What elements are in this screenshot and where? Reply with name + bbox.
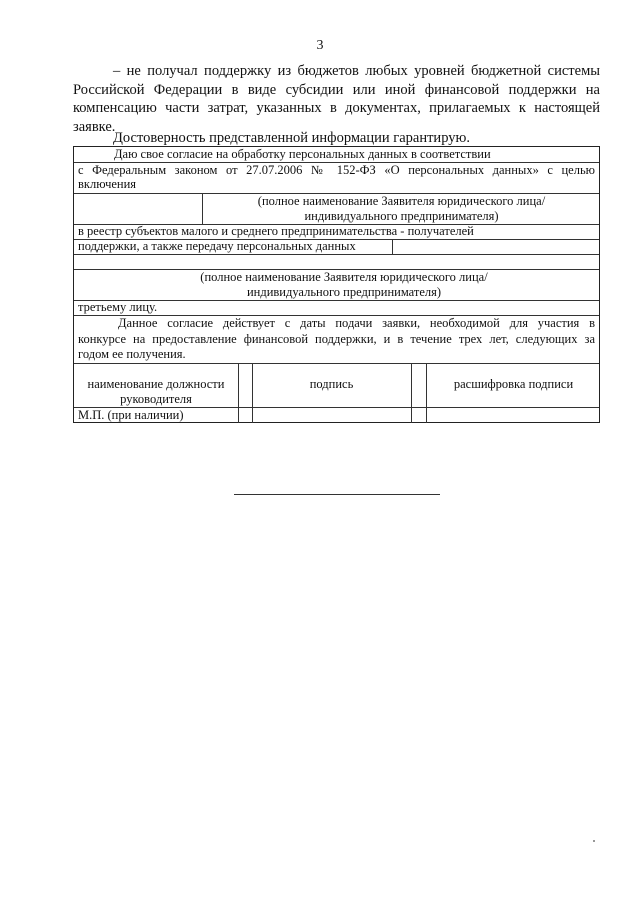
validity-line-1: Данное согласие действует с даты подачи заявки, необходимой для участия в xyxy=(118,316,595,330)
stamp-label: М.П. (при наличии) xyxy=(78,408,184,422)
applicant-name-hint-1a: (полное наименование Заявителя юридического лица/ xyxy=(257,194,546,208)
consent-line-6: третьему лицу. xyxy=(78,300,158,314)
applicant-name-hint-2b: индивидуального предпринимателя) xyxy=(246,285,442,299)
consent-line-3: включения xyxy=(78,177,137,191)
intro-paragraph-block xyxy=(73,62,600,136)
consent-form-table xyxy=(73,146,600,423)
column-divider xyxy=(238,363,239,423)
consent-line-1: Даю свое согласие на обработку персональных данных в соответствии xyxy=(114,147,491,161)
page-number: 3 xyxy=(316,38,324,53)
applicant-name-hint-2a: (полное наименование Заявителя юридического лица/ xyxy=(200,270,488,284)
intro-paragraph: – не получал поддержку из бюджетов любых уровней бюджетной системы Российской Федерации в виде субсидии или иной финансовой поддержки на компенсацию части затрат, указанных в документах, прилагаемых к настоящей заявке. xyxy=(73,63,600,135)
row-divider xyxy=(74,254,599,255)
position-title-label: наименование должности xyxy=(87,377,225,391)
signature-decode-label: расшифровка подписи xyxy=(453,377,574,391)
end-separator xyxy=(234,494,440,495)
column-divider xyxy=(392,239,393,254)
validity-line-3: годом ее получения. xyxy=(78,347,186,361)
consent-line-4: в реестр субъектов малого и среднего предпринимательства - получателей xyxy=(78,224,474,238)
column-divider xyxy=(411,363,412,423)
row-divider xyxy=(74,363,599,364)
column-divider xyxy=(252,363,253,423)
consent-line-2: с Федеральным законом от 27.07.2006 № 152-ФЗ «О персональных данных» с целью xyxy=(78,163,595,177)
applicant-name-hint-1b: индивидуального предпринимателя) xyxy=(304,209,499,223)
signature-label: подпись xyxy=(309,377,354,391)
scan-speck xyxy=(593,840,595,842)
guarantee-statement: Достоверность представленной информации гарантирую. xyxy=(113,130,470,146)
consent-line-5: поддержки, а также передачу персональных данных xyxy=(78,239,356,253)
column-divider xyxy=(426,363,427,423)
validity-line-2: конкурсе на предоставление финансовой поддержки, и в течение трех лет, следующих за xyxy=(78,332,595,346)
position-title-label-2: руководителя xyxy=(120,392,192,406)
